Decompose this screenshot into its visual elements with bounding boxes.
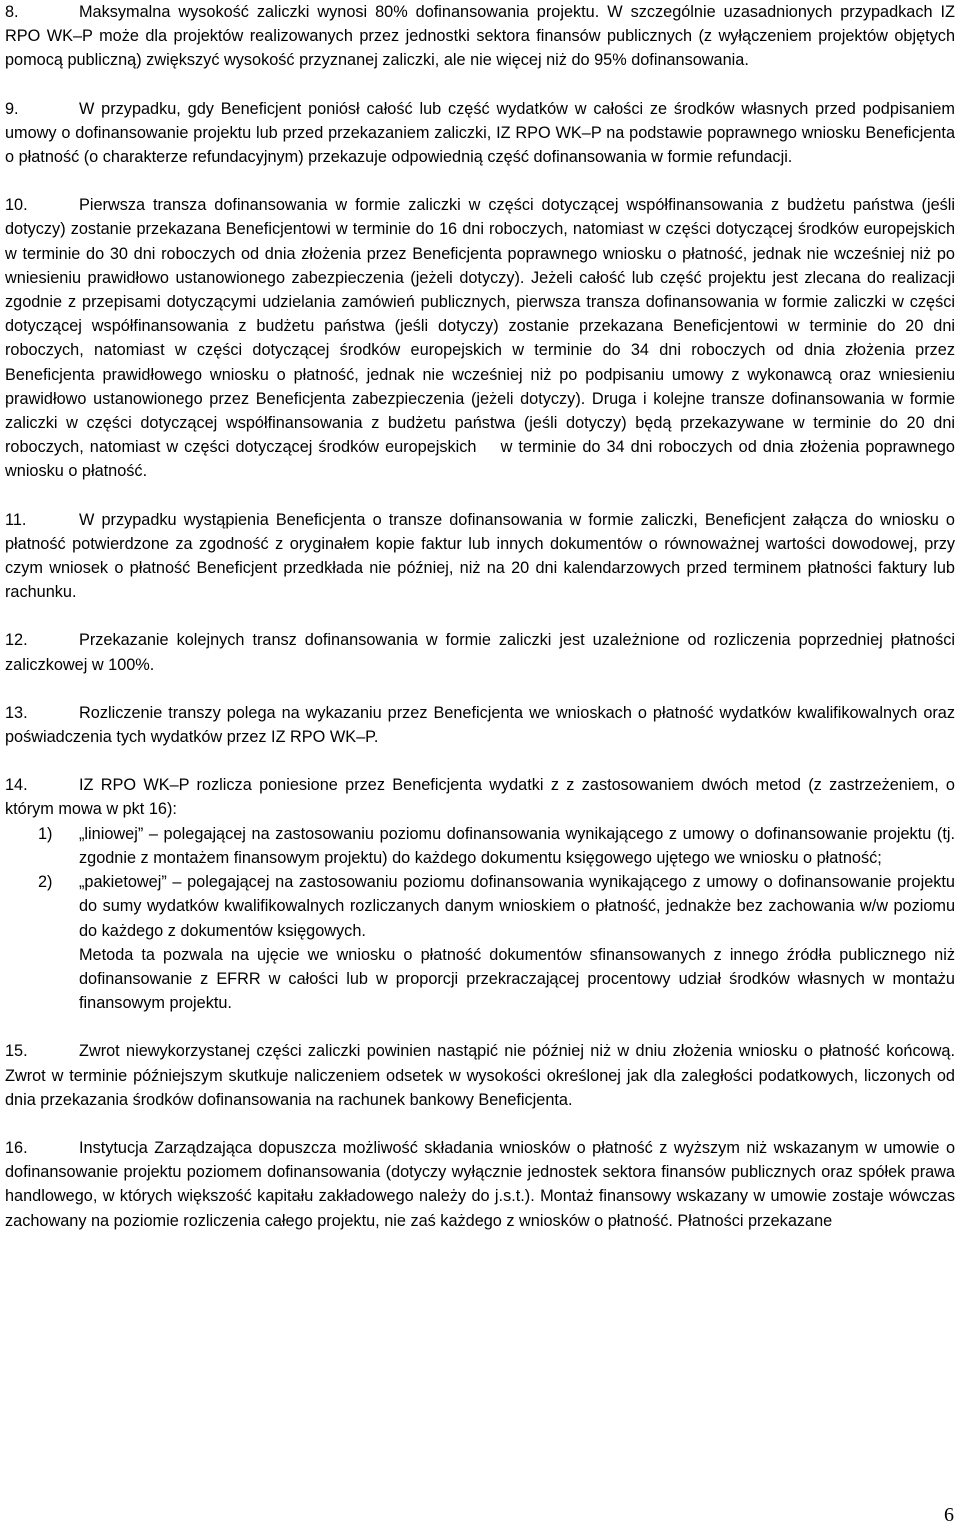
paragraph-number: 16. (5, 1138, 28, 1157)
paragraph-10 (5, 193, 960, 483)
list-item-number: 1) (38, 824, 53, 843)
page-number: 6 (944, 1504, 954, 1526)
paragraph-text: Przekazanie kolejnych transz dofinansowania w formie zaliczki jest uzależnione od rozliczenia poprzedniej płatności zaliczkowej w 100%. (5, 631, 955, 674)
paragraph-16 (5, 1136, 955, 1233)
paragraph-14 (5, 773, 955, 821)
paragraph-9 (5, 97, 955, 170)
paragraph-text: Pierwsza transza dofinansowania w formie zaliczki w części dotyczącej współfinansowania z budżetu państwa (jeśli dotyczy) zostanie przekazana Beneficjentowi w terminie do 16 dni roboczych, natomiast w części dotyczącej środków europejskich w terminie do 30 dni roboczych od dnia złożenia przez Beneficjenta poprawnego wniosku o płatność, jednak nie wcześniej niż po wniesieniu prawidłowo ustanowionego zabezpieczenia (jeżeli dotyczy). Jeżeli całość lub część projektu jest zlecana do realizacji zgodnie z przepisami dotyczącymi udzielania zamówień publicznych, pierwsza transza dofinansowania w formie zaliczki w części dotyczącej współfinansowania z budżetu państwa (jeśli dotyczy) zostanie przekazana Beneficjentowi w terminie do 20 dni roboczych, natomiast w części dotyczącej środków europejskich w terminie do 34 dni roboczych od dnia złożenia przez Beneficjenta prawidłowego wniosku o płatność, jednak nie wcześniej niż po podpisaniu umowy z wykonawcą oraz wniesieniu prawidłowo ustanowionego przez Beneficjenta zabezpieczenia (jeżeli dotyczy). Druga i kolejne transze dofinansowania w formie zaliczki w części dotyczącej współfinansowania z budżetu państwa (jeśli dotyczy) będą przekazywane w terminie do 20 dni roboczych, natomiast w części dotyczącej środków europejskich w terminie do 34 dni roboczych od dnia złożenia poprawnego wniosku o płatność. (5, 196, 960, 481)
list-item-text: „pakietowej” – polegającej na zastosowaniu poziomu dofinansowania wynikającego z umowy o dofinansowanie projektu do sumy wydatków kwalifikowalnych rozliczanych danym wnioskiem o płatność, jednakże bez zachowania w/w poziomu do każdego z dokumentów księgowych. (79, 873, 955, 940)
list-note: Metoda ta pozwala na ujęcie we wniosku o płatność dokumentów sfinansowanych z innego źródła publicznego niż dofinansowanie z EFRR w całości lub w proporcji przekraczającej procentowy udział środków własnych w montażu finansowym projektu. (79, 945, 955, 1013)
list-item-number: 2) (38, 873, 53, 892)
document-page (5, 0, 960, 1257)
paragraph-number: 15. (5, 1042, 28, 1061)
list-item (5, 870, 955, 943)
paragraph-8 (5, 0, 955, 73)
paragraph-number: 8. (5, 3, 19, 21)
list-item-text: „liniowej” – polegającej na zastosowaniu poziomu dofinansowania wynikającego z umowy o dofinansowanie projektu (tj. zgodnie z montażem finansowym projektu) do każdego dokumentu księgowego ujętego we wniosku o płatność; (79, 824, 955, 867)
paragraph-text: W przypadku wystąpienia Beneficjenta o transze dofinansowania w formie zaliczki, Beneficjent załącza do wniosku o płatność potwierdzone za zgodność z oryginałem kopie faktur lub innych dokumentów o równoważnej wartości dowodowej, przy czym wniosek o płatność Beneficjent przedkłada nie później, niż na 20 dni kalendarzowych przed terminem płatności faktury lub rachunku. (5, 510, 955, 602)
paragraph-text: Rozliczenie transzy polega na wykazaniu przez Beneficjenta we wnioskach o płatność wydatków kwalifikowalnych oraz poświadczenia tych wydatków przez IZ RPO WK–P. (5, 703, 955, 747)
paragraph-number: 14. (5, 776, 28, 795)
paragraph-12 (5, 628, 955, 676)
paragraph-number: 13. (5, 703, 28, 722)
paragraph-number: 12. (5, 631, 28, 650)
list-item (5, 822, 955, 870)
paragraph-text: W przypadku, gdy Beneficjent poniósł całość lub część wydatków w całości ze środków własnych przed podpisaniem umowy o dofinansowanie projektu lub przed przekazaniem zaliczki, IZ RPO WK–P na podstawie poprawnego wniosku Beneficjenta o płatność (o charakterze refundacyjnym) przekazuje odpowiednią część dofinansowania w formie refundacji. (5, 99, 955, 167)
paragraph-13 (5, 701, 955, 749)
paragraph-15 (5, 1039, 955, 1112)
paragraph-number: 10. (5, 196, 28, 215)
paragraph-text: IZ RPO WK–P rozlicza poniesione przez Beneficjenta wydatki z z zastosowaniem dwóch metod (z zastrzeżeniem, o którym mowa w pkt 16): (5, 776, 955, 819)
paragraph-number: 11. (5, 510, 27, 529)
method-list (5, 822, 955, 1016)
paragraph-text: Maksymalna wysokość zaliczki wynosi 80% dofinansowania projektu. W szczególnie uzasadnionych przypadkach IZ RPO WK–P może dla projektów realizowanych przez jednostki sektora finansów publicznych (z wyłączeniem projektów objętych pomocą publiczną) zwiększyć wysokość przyznanej zaliczki, ale nie więcej niż do 95% dofinansowania. (5, 3, 955, 70)
paragraph-text: Zwrot niewykorzystanej części zaliczki powinien nastąpić nie później niż w dniu złożenia wniosku o płatność końcową. Zwrot w terminie późniejszym skutkuje naliczeniem odsetek w wysokości określonej jak dla zaległości podatkowych, liczonych od dnia przekazania środków dofinansowania na rachunek bankowy Beneficjenta. (5, 1042, 955, 1109)
paragraph-text: Instytucja Zarządzająca dopuszcza możliwość składania wniosków o płatność z wyższym niż wskazanym w umowie o dofinansowanie projektu poziomem dofinansowania (dotyczy wyłącznie jednostek sektora finansów publicznych oraz spółek prawa handlowego, w których większość kapitału zakładowego należy do j.s.t.). Montaż finansowy wskazany w umowie zostaje wówczas zachowany na poziomie rozliczenia całego projektu, nie zaś każdego z wniosków o płatność. Płatności przekazane (5, 1138, 955, 1230)
paragraph-number: 9. (5, 99, 19, 118)
paragraph-11 (5, 508, 955, 605)
